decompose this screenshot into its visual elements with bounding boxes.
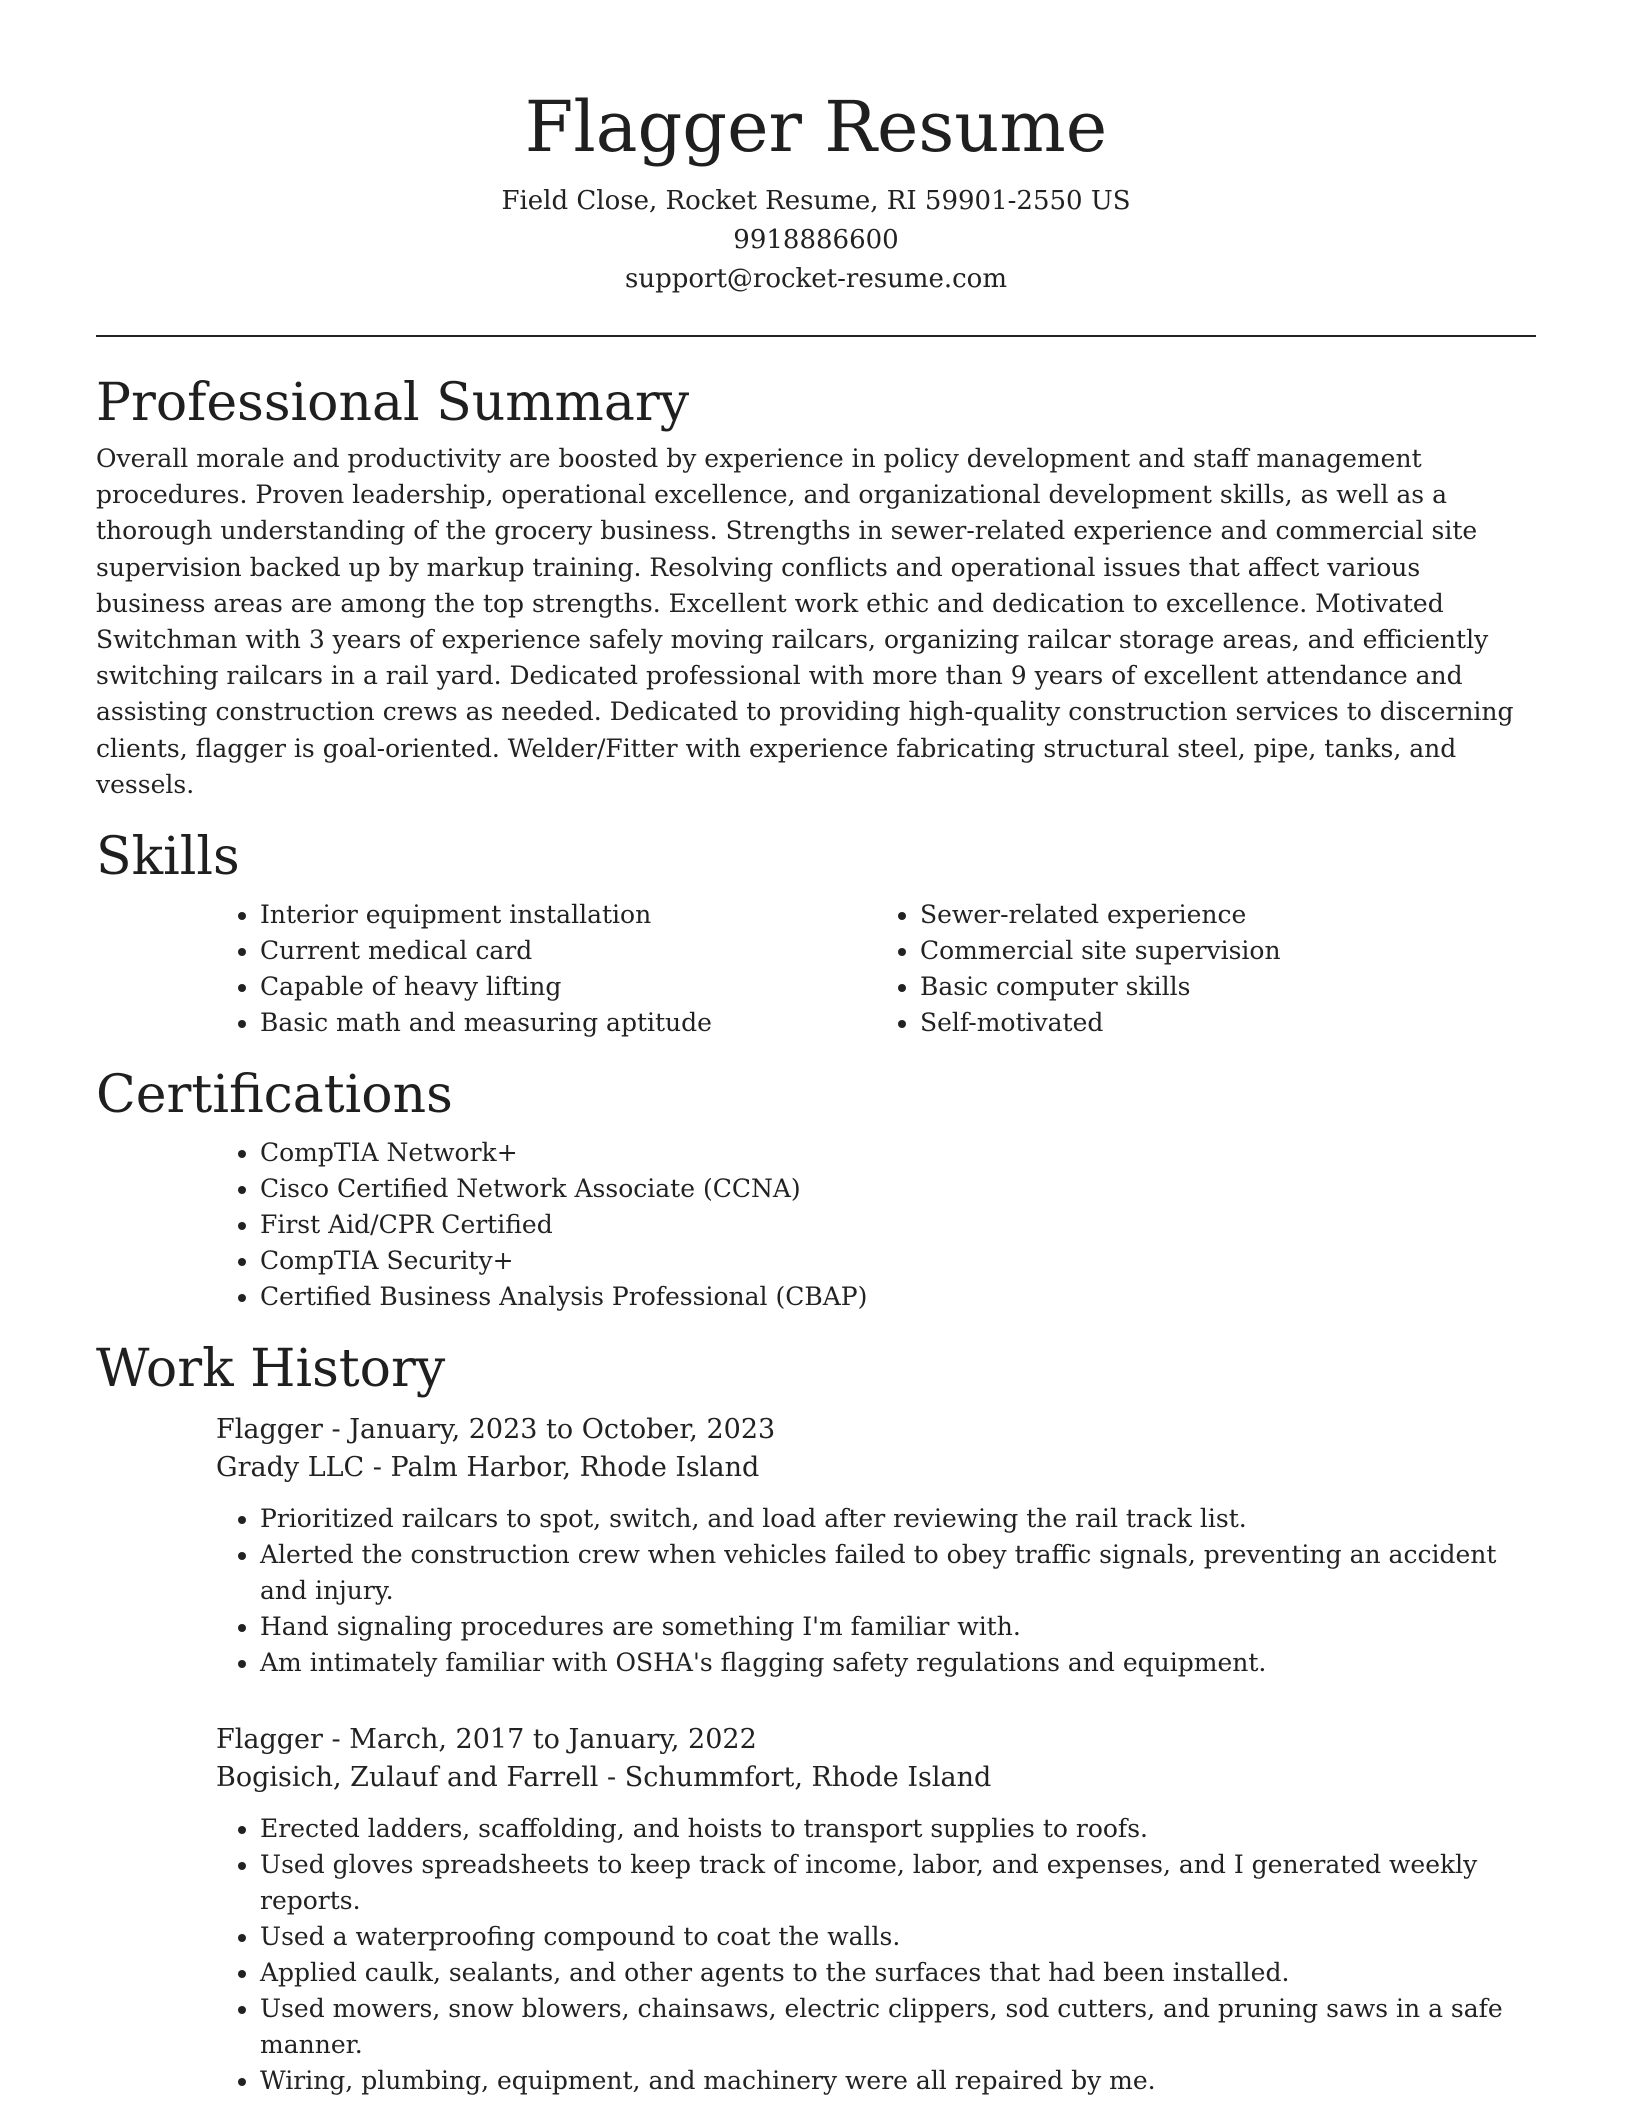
job-title: Flagger - January, 2023 to October, 2023: [216, 1414, 776, 1446]
job-duty: • Hand signaling procedures are something I'm familiar with.: [260, 1609, 1536, 1645]
job-duty: • Used mowers, snow blowers, chainsaws, electric clippers, sod cutters, and pruning saws in a safe manner.: [260, 1991, 1536, 2063]
job-duty: • Applied caulk, sealants, and other agents to the surfaces that had been installed.: [260, 1955, 1536, 1991]
certification-item: • Certified Business Analysis Professional (CBAP): [260, 1279, 1536, 1315]
job-duty: • Used a waterproofing compound to coat the walls.: [260, 1919, 1536, 1955]
certifications-section: [96, 1063, 1536, 1315]
skills-column-left: [216, 897, 876, 1041]
skill-item: • Basic math and measuring aptitude: [260, 1005, 876, 1041]
skill-item: • Self-motivated: [920, 1005, 1536, 1041]
resume-page: [96, 0, 1536, 2099]
certification-item: • CompTIA Security+: [260, 1243, 1536, 1279]
skills-section: [96, 825, 1536, 1041]
certification-item: • CompTIA Network+: [260, 1135, 1536, 1171]
skill-item: • Basic computer skills: [920, 969, 1536, 1005]
certifications-heading: Certifications: [96, 1065, 453, 1126]
resume-header: [96, 0, 1536, 299]
skill-item: • Capable of heavy lifting: [260, 969, 876, 1005]
address: Field Close, Rocket Resume, RI 59901-2550 US: [501, 186, 1131, 216]
header-divider: [96, 335, 1536, 337]
skill-item: • Current medical card: [260, 933, 876, 969]
certifications-list: [216, 1135, 1536, 1315]
skills-heading: Skills: [96, 827, 240, 888]
work-history-heading: Work History: [96, 1339, 446, 1400]
job-company: Grady LLC - Palm Harbor, Rhode Island: [216, 1452, 760, 1484]
job-duty: • Used gloves spreadsheets to keep track of income, labor, and expenses, and I generated weekly reports.: [260, 1847, 1536, 1919]
job-duty: • Am intimately familiar with OSHA's flagging safety regulations and equipment.: [260, 1645, 1536, 1681]
job-title: Flagger - March, 2017 to January, 2022: [216, 1724, 757, 1756]
summary-text: Overall morale and productivity are boosted by experience in policy development and staff management procedures. Proven leadership, operational excellence, and organizational development skills, as well as a thorough understanding of the grocery business. Strengths in sewer-related experience and commercial site supervision backed up by markup training. Resolving conflicts and operational issues that affect various business areas are among the top strengths. Excellent work ethic and dedication to excellence. Motivated Switchman with 3 years of experience safely moving railcars, organizing railcar storage areas, and efficiently switching railcars in a rail yard. Dedicated professional with more than 9 years of excellent attendance and assisting construction crews as needed. Dedicated to providing high-quality construction services to discerning clients, flagger is goal-oriented. Welder/Fitter with experience fabricating structural steel, pipe, tanks, and vessels.: [96, 444, 1514, 799]
resume-title: Flagger Resume: [524, 86, 1108, 168]
skill-item: • Interior equipment installation: [260, 897, 876, 933]
job-company: Bogisich, Zulauf and Farrell - Schummfort, Rhode Island: [216, 1762, 992, 1794]
email-address: support@rocket-resume.com: [624, 264, 1007, 294]
job-duty: • Wiring, plumbing, equipment, and machinery were all repaired by me.: [260, 2063, 1536, 2099]
job-duty: • Prioritized railcars to spot, switch, and load after reviewing the rail track list.: [260, 1501, 1536, 1537]
work-history-section: [96, 1337, 1536, 2099]
skills-column-right: [876, 897, 1536, 1041]
phone-number: 9918886600: [733, 225, 899, 255]
job-duties-list: [216, 1501, 1536, 1681]
job-entry: [216, 1411, 1536, 1681]
job-duty: • Erected ladders, scaffolding, and hoists to transport supplies to roofs.: [260, 1811, 1536, 1847]
certification-item: • First Aid/CPR Certified: [260, 1207, 1536, 1243]
skill-item: • Commercial site supervision: [920, 933, 1536, 969]
summary-section: [96, 371, 1536, 803]
skills-list: [216, 897, 1536, 1041]
job-entry: [216, 1721, 1536, 2099]
skill-item: • Sewer-related experience: [920, 897, 1536, 933]
job-duties-list: [216, 1811, 1536, 2099]
certification-item: • Cisco Certified Network Associate (CCNA): [260, 1171, 1536, 1207]
summary-heading: Professional Summary: [96, 373, 690, 433]
job-duty: • Alerted the construction crew when vehicles failed to obey traffic signals, preventing an accident and injury.: [260, 1537, 1536, 1609]
